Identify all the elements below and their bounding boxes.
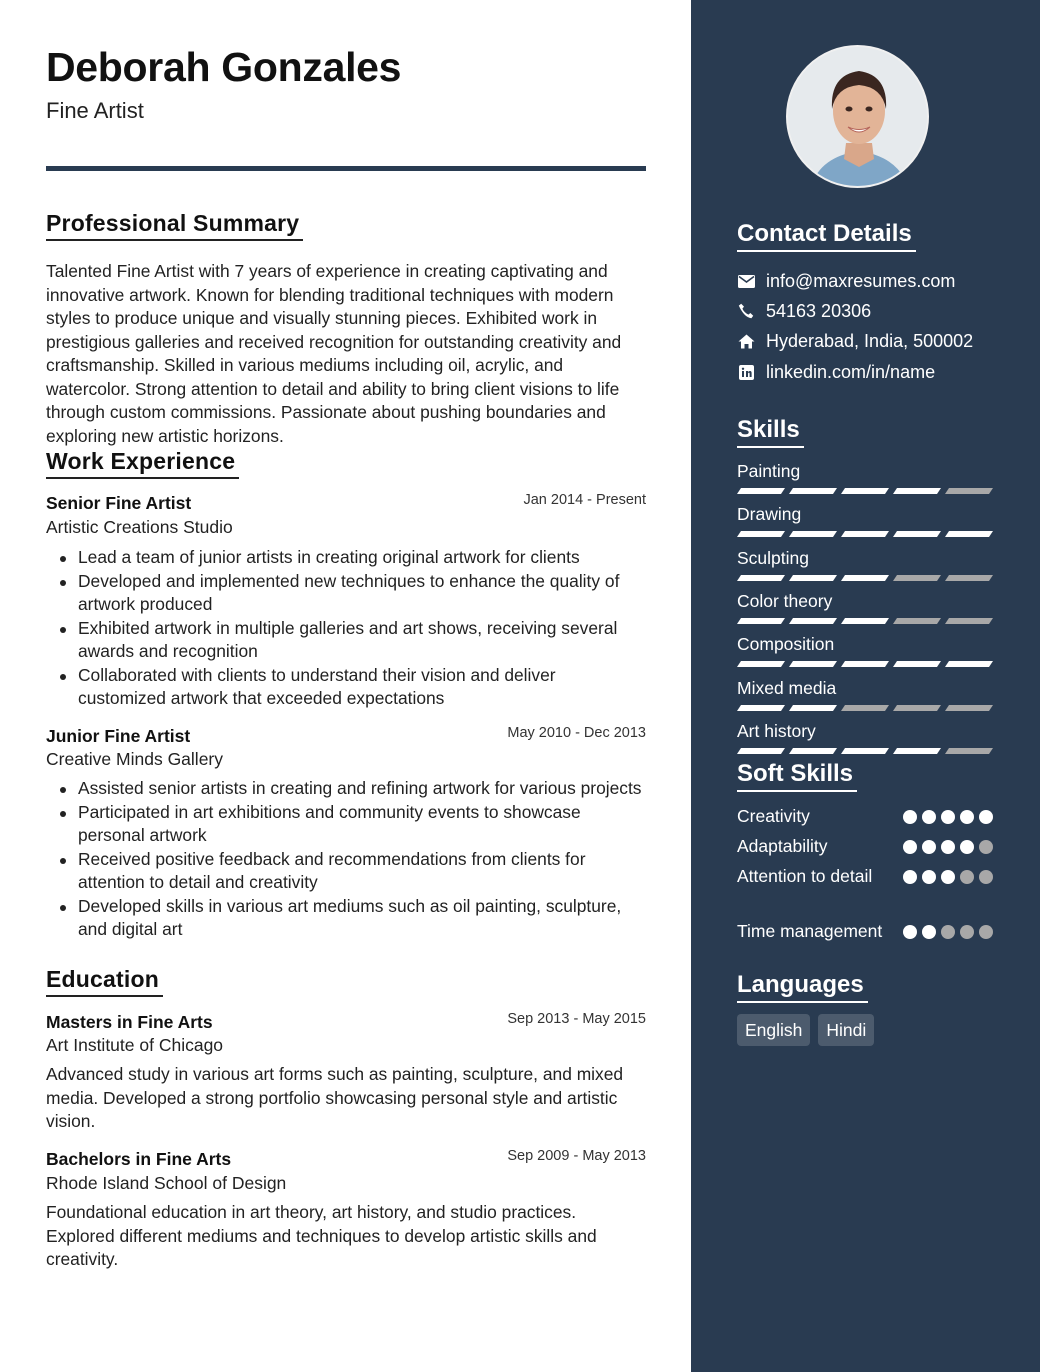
contact-linkedin[interactable] bbox=[737, 360, 935, 384]
skill-segment-filled bbox=[789, 618, 837, 624]
skill-segment-filled bbox=[893, 748, 941, 754]
soft-skill-rating bbox=[903, 870, 993, 884]
languages-heading: Languages bbox=[737, 971, 868, 1003]
skill-segment-empty bbox=[893, 575, 941, 581]
soft-skill-name: Time management bbox=[737, 921, 883, 941]
skill-segment-filled bbox=[737, 531, 785, 537]
soft-skill-name: Adaptability bbox=[737, 836, 828, 856]
soft-skill-item bbox=[737, 919, 993, 944]
soft-skills-heading: Soft Skills bbox=[737, 760, 857, 792]
experience-heading: Work Experience bbox=[46, 448, 239, 479]
list-item: Participated in art exhibitions and community events to showcase personal artwork bbox=[46, 801, 646, 848]
skill-segment-empty bbox=[945, 488, 993, 494]
skill-segment-filled bbox=[737, 661, 785, 667]
sidebar bbox=[691, 0, 1040, 1372]
school-name: Rhode Island School of Design bbox=[46, 1173, 287, 1193]
rating-dot-filled bbox=[903, 870, 917, 884]
avatar bbox=[786, 45, 929, 188]
job-date: Jan 2014 - Present bbox=[523, 492, 646, 508]
skill-item bbox=[737, 634, 993, 656]
job-organization: Artistic Creations Studio bbox=[46, 517, 233, 537]
skill-segment-filled bbox=[841, 488, 889, 494]
skill-level-bar bbox=[737, 575, 993, 582]
list-item: Received positive feedback and recommendations from clients for attention to detail and creativity bbox=[46, 848, 646, 895]
list-item: Collaborated with clients to understand their vision and deliver customized artwork that exceeded expectations bbox=[46, 664, 646, 711]
rating-dot-filled bbox=[903, 840, 917, 854]
skill-segment-filled bbox=[893, 488, 941, 494]
skill-item bbox=[737, 461, 993, 483]
contact-email-text: info@maxresumes.com bbox=[766, 270, 956, 291]
skill-segment-filled bbox=[737, 618, 785, 624]
soft-skill-item bbox=[737, 834, 993, 859]
skill-segment-filled bbox=[841, 748, 889, 754]
rating-dot-filled bbox=[960, 810, 974, 824]
contact-phone[interactable] bbox=[737, 299, 871, 323]
skill-name: Painting bbox=[737, 461, 801, 481]
languages-list bbox=[737, 1014, 874, 1046]
skill-name: Composition bbox=[737, 634, 835, 655]
skill-name: Drawing bbox=[737, 504, 802, 525]
education-date: Sep 2009 - May 2013 bbox=[507, 1148, 646, 1164]
skill-segment-empty bbox=[945, 575, 993, 581]
education-date: Sep 2013 - May 2015 bbox=[507, 1011, 646, 1027]
education-heading: Education bbox=[46, 966, 163, 997]
skill-segment-filled bbox=[893, 531, 941, 537]
rating-dot-filled bbox=[903, 810, 917, 824]
skill-name: Mixed media bbox=[737, 677, 837, 698]
candidate-name: Deborah Gonzales bbox=[46, 44, 402, 90]
skill-level-bar bbox=[737, 618, 993, 625]
skill-segment-empty bbox=[893, 618, 941, 624]
avatar-portrait-icon bbox=[788, 47, 929, 188]
home-icon bbox=[737, 332, 755, 350]
skill-segment-filled bbox=[737, 705, 785, 711]
skill-item bbox=[737, 721, 993, 743]
job-bullets bbox=[46, 546, 646, 711]
contact-address bbox=[737, 329, 973, 353]
skill-segment-filled bbox=[841, 618, 889, 624]
degree-title: Masters in Fine Arts bbox=[46, 1012, 213, 1032]
skill-segment-empty bbox=[893, 705, 941, 711]
education-text: Foundational education in art theory, art history, and studio practices. Explored different mediums and techniques to develop artistic skills and creativity. bbox=[46, 1202, 597, 1269]
skill-level-bar bbox=[737, 488, 993, 495]
soft-skill-rating bbox=[903, 810, 993, 824]
rating-dot-empty bbox=[960, 870, 974, 884]
skill-segment-empty bbox=[841, 705, 889, 711]
contact-heading: Contact Details bbox=[737, 220, 916, 252]
soft-skill-name: Attention to detail bbox=[737, 866, 873, 886]
contact-linkedin-text: linkedin.com/in/name bbox=[766, 361, 936, 382]
skill-segment-empty bbox=[945, 748, 993, 754]
education-text: Advanced study in various art forms such as painting, sculpture, and mixed media. Developed a strong portfolio showcasing personal style and artistic vision. bbox=[46, 1064, 624, 1131]
header-divider bbox=[46, 166, 646, 171]
contact-phone-text: 54163 20306 bbox=[766, 300, 872, 321]
list-item: Developed and implemented new techniques to enhance the quality of artwork produced bbox=[46, 570, 646, 617]
contact-address-text: Hyderabad, India, 500002 bbox=[766, 330, 974, 351]
soft-skill-rating bbox=[903, 925, 993, 939]
rating-dot-filled bbox=[941, 840, 955, 854]
skill-level-bar bbox=[737, 531, 993, 538]
job-organization: Creative Minds Gallery bbox=[46, 749, 223, 769]
skill-level-bar bbox=[737, 748, 993, 755]
rating-dot-filled bbox=[922, 925, 936, 939]
rating-dot-empty bbox=[979, 840, 993, 854]
list-item: Exhibited artwork in multiple galleries and art shows, receiving several awards and recognition bbox=[46, 617, 646, 664]
skill-segment-filled bbox=[893, 661, 941, 667]
job-title: Senior Fine Artist bbox=[46, 493, 192, 513]
skill-segment-filled bbox=[945, 531, 993, 537]
skill-segment-filled bbox=[945, 661, 993, 667]
skill-item bbox=[737, 678, 993, 700]
language-chip: Hindi bbox=[818, 1014, 874, 1046]
soft-skill-item bbox=[737, 804, 993, 829]
job-date: May 2010 - Dec 2013 bbox=[507, 725, 646, 741]
skill-segment-empty bbox=[945, 618, 993, 624]
rating-dot-filled bbox=[960, 840, 974, 854]
skill-segment-filled bbox=[789, 575, 837, 581]
skill-segment-filled bbox=[737, 575, 785, 581]
skill-segment-filled bbox=[841, 575, 889, 581]
skill-name: Art history bbox=[737, 720, 816, 741]
skill-item bbox=[737, 591, 993, 613]
list-item: Lead a team of junior artists in creating original artwork for clients bbox=[46, 546, 646, 570]
rating-dot-filled bbox=[941, 870, 955, 884]
skill-segment-filled bbox=[789, 531, 837, 537]
skill-name: Color theory bbox=[737, 590, 833, 611]
soft-skill-rating bbox=[903, 840, 993, 854]
skill-segment-filled bbox=[789, 488, 837, 494]
candidate-role: Fine Artist bbox=[46, 98, 144, 123]
school-name: Art Institute of Chicago bbox=[46, 1035, 224, 1055]
summary-text: Talented Fine Artist with 7 years of experience in creating captivating and innovative artwork. Known for blending traditional techniques with modern styles to produce unique and visually stunning pieces. Exhibited work in prestigious galleries and received recognition for outstanding creativity and craftsmanship. Skilled in various mediums including oil, acrylic, and watercolor. Strong attention to detail and ability to bring client visions to life through custom commissions. Passionate about pushing boundaries and exploring new artistic horizons. bbox=[46, 261, 622, 446]
rating-dot-empty bbox=[941, 925, 955, 939]
list-item: Developed skills in various art mediums such as oil painting, sculpture, and digital art bbox=[46, 895, 646, 942]
skill-level-bar bbox=[737, 661, 993, 668]
skill-segment-filled bbox=[841, 531, 889, 537]
linkedin-icon bbox=[737, 363, 755, 381]
soft-skill-name: Creativity bbox=[737, 806, 810, 826]
skill-item bbox=[737, 504, 993, 526]
rating-dot-empty bbox=[960, 925, 974, 939]
skill-level-bar bbox=[737, 705, 993, 712]
rating-dot-filled bbox=[979, 810, 993, 824]
rating-dot-filled bbox=[922, 810, 936, 824]
skills-heading: Skills bbox=[737, 416, 804, 448]
contact-email[interactable] bbox=[737, 269, 955, 293]
rating-dot-filled bbox=[941, 810, 955, 824]
skill-name: Sculpting bbox=[737, 547, 809, 568]
skill-segment-filled bbox=[737, 488, 785, 494]
language-chip: English bbox=[737, 1014, 810, 1046]
rating-dot-empty bbox=[979, 925, 993, 939]
degree-title: Bachelors in Fine Arts bbox=[46, 1149, 232, 1169]
list-item: Assisted senior artists in creating and refining artwork for various projects bbox=[46, 777, 646, 801]
skill-segment-filled bbox=[789, 748, 837, 754]
rating-dot-filled bbox=[903, 925, 917, 939]
soft-skill-item bbox=[737, 864, 993, 889]
rating-dot-filled bbox=[922, 840, 936, 854]
summary-heading: Professional Summary bbox=[46, 210, 303, 241]
skill-segment-empty bbox=[945, 705, 993, 711]
skill-segment-filled bbox=[789, 661, 837, 667]
skill-item bbox=[737, 548, 993, 570]
envelope-icon bbox=[737, 272, 755, 290]
job-bullets bbox=[46, 777, 646, 942]
job-title: Junior Fine Artist bbox=[46, 726, 191, 746]
skill-segment-filled bbox=[737, 748, 785, 754]
phone-icon bbox=[737, 302, 755, 320]
skill-segment-filled bbox=[841, 661, 889, 667]
rating-dot-filled bbox=[922, 870, 936, 884]
rating-dot-empty bbox=[979, 870, 993, 884]
skill-segment-filled bbox=[789, 705, 837, 711]
